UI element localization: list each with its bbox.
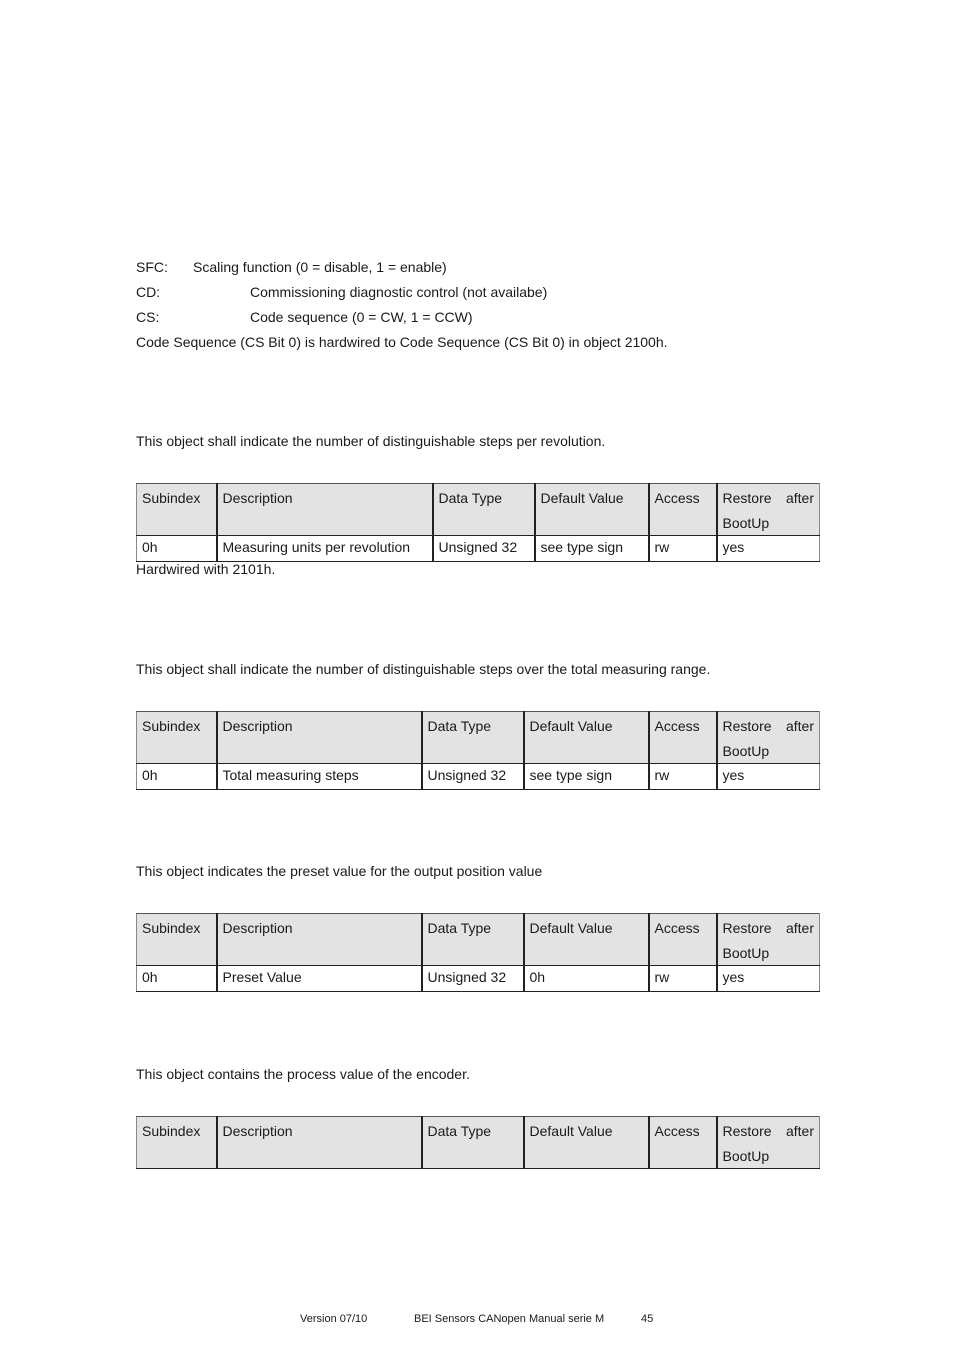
header-access: Access [649, 1117, 717, 1169]
cell-subindex: 0h [137, 966, 217, 992]
bootup-word: BootUp [722, 944, 770, 961]
cell-subindex: 0h [137, 764, 217, 790]
header-restore [717, 914, 820, 966]
definition-label: CD: [136, 284, 161, 300]
cell-default-value: 0h [524, 966, 649, 992]
table-header-row [137, 712, 820, 764]
header-restore [717, 1117, 820, 1169]
restore-word: Restore [722, 920, 772, 936]
footer-page-number: 45 [641, 1313, 654, 1325]
header-default-value: Default Value [524, 1117, 649, 1169]
restore-word: Restore [722, 718, 772, 734]
header-default-value: Default Value [535, 484, 649, 536]
restore-word: Restore [722, 1123, 772, 1139]
header-data-type: Data Type [422, 1117, 524, 1169]
table-header-row [137, 914, 820, 966]
header-subindex: Subindex [137, 1117, 217, 1169]
bootup-word: BootUp [722, 1147, 770, 1164]
cell-description: Preset Value [217, 966, 422, 992]
cell-restore: yes [717, 966, 820, 992]
section3-table [136, 913, 820, 992]
after-word: after [785, 1123, 814, 1139]
definition-cs [136, 308, 473, 326]
header-data-type: Data Type [422, 712, 524, 764]
cell-restore: yes [717, 764, 820, 790]
header-subindex: Subindex [137, 914, 217, 966]
after-word: after [785, 490, 814, 506]
cell-description: Total measuring steps [217, 764, 422, 790]
header-description: Description [217, 914, 422, 966]
definition-sfc [136, 258, 447, 276]
definition-label: CS: [136, 309, 160, 325]
table-row [137, 764, 820, 790]
cs-note: Code Sequence (CS Bit 0) is hardwired to Code Sequence (CS Bit 0) in object 2100h. [136, 334, 668, 350]
cell-access: rw [649, 536, 717, 562]
cell-restore: yes [717, 536, 820, 562]
cell-subindex: 0h [137, 536, 217, 562]
section1-intro: This object shall indicate the number of distinguishable steps per revolution. [136, 433, 606, 449]
section1-table [136, 483, 820, 562]
section2-intro: This object shall indicate the number of distinguishable steps over the total measuring range. [136, 661, 711, 677]
header-description: Description [217, 484, 433, 536]
footer-version: Version 07/10 [300, 1313, 368, 1325]
header-access: Access [649, 712, 717, 764]
table-row [137, 536, 820, 562]
cell-description: Measuring units per revolution [217, 536, 433, 562]
footer-manual-title: BEI Sensors CANopen Manual serie M [414, 1313, 605, 1325]
header-subindex: Subindex [137, 484, 217, 536]
header-restore [717, 712, 820, 764]
header-access: Access [649, 484, 717, 536]
definition-text: Code sequence (0 = CW, 1 = CCW) [250, 309, 473, 325]
section4-table [136, 1116, 820, 1169]
definition-cd [136, 283, 548, 301]
header-description: Description [217, 1117, 422, 1169]
bootup-word: BootUp [722, 514, 770, 531]
cell-default-value: see type sign [524, 764, 649, 790]
section3-intro: This object indicates the preset value for the output position value [136, 863, 543, 879]
definition-text: Scaling function (0 = disable, 1 = enable) [193, 259, 447, 275]
header-restore [717, 484, 820, 536]
cell-data-type: Unsigned 32 [422, 764, 524, 790]
table-header-row [137, 1117, 820, 1169]
section1-note: Hardwired with 2101h. [136, 561, 276, 577]
after-word: after [785, 718, 814, 734]
restore-word: Restore [722, 490, 772, 506]
cell-access: rw [649, 764, 717, 790]
cell-data-type: Unsigned 32 [422, 966, 524, 992]
header-subindex: Subindex [137, 712, 217, 764]
after-word: after [785, 920, 814, 936]
bootup-word: BootUp [722, 742, 770, 759]
header-data-type: Data Type [433, 484, 535, 536]
header-description: Description [217, 712, 422, 764]
section2-table [136, 711, 820, 790]
table-header-row [137, 484, 820, 536]
definition-text: Commissioning diagnostic control (not availabe) [250, 284, 548, 300]
cell-access: rw [649, 966, 717, 992]
cell-default-value: see type sign [535, 536, 649, 562]
section4-intro: This object contains the process value of the encoder. [136, 1066, 470, 1082]
table-row [137, 966, 820, 992]
header-data-type: Data Type [422, 914, 524, 966]
header-default-value: Default Value [524, 712, 649, 764]
cell-data-type: Unsigned 32 [433, 536, 535, 562]
definition-label: SFC: [136, 259, 168, 275]
header-access: Access [649, 914, 717, 966]
header-default-value: Default Value [524, 914, 649, 966]
